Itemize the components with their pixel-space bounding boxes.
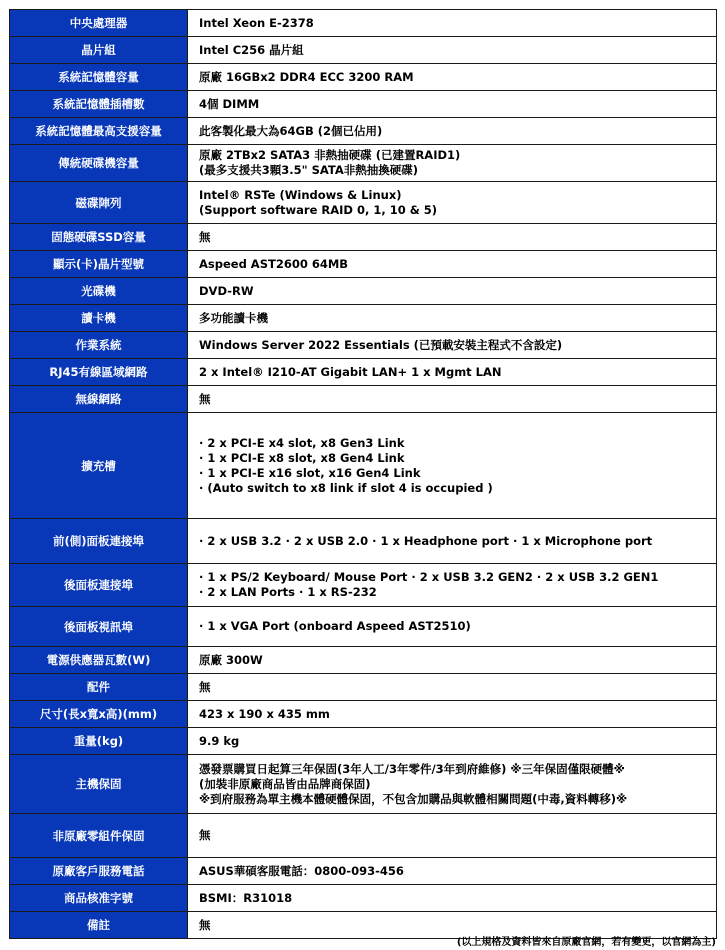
spec-value-line: DVD-RW <box>199 283 254 298</box>
spec-label: 商品核准字號 <box>10 885 188 912</box>
spec-row <box>10 145 717 182</box>
spec-value-line: 423 x 190 x 435 mm <box>199 706 330 721</box>
spec-value <box>188 278 717 305</box>
spec-label: 後面板連接埠 <box>10 564 188 607</box>
spec-value-line: 無 <box>199 917 211 932</box>
spec-value <box>188 224 717 251</box>
spec-value <box>188 182 717 224</box>
spec-label: 晶片組 <box>10 37 188 64</box>
spec-value <box>188 564 717 607</box>
spec-value <box>188 332 717 359</box>
spec-row <box>10 413 717 519</box>
spec-value <box>188 37 717 64</box>
spec-value <box>188 413 717 519</box>
spec-label: 尺寸(長x寬x高)(mm) <box>10 701 188 728</box>
spec-label: 固態硬碟SSD容量 <box>10 224 188 251</box>
spec-value-line: · 2 x PCI-E x4 slot, x8 Gen3 Link <box>199 435 405 450</box>
spec-label: 主機保固 <box>10 755 188 814</box>
spec-label: 系統記憶體容量 <box>10 64 188 91</box>
spec-row <box>10 182 717 224</box>
spec-value-line: 多功能讀卡機 <box>199 310 268 325</box>
spec-row <box>10 251 717 278</box>
spec-row <box>10 332 717 359</box>
spec-label: 非原廠零組件保固 <box>10 814 188 858</box>
spec-label: 磁碟陣列 <box>10 182 188 224</box>
spec-row <box>10 647 717 674</box>
spec-value <box>188 519 717 564</box>
spec-value-line: 原廠 16GBx2 DDR4 ECC 3200 RAM <box>199 69 414 84</box>
spec-value <box>188 359 717 386</box>
spec-row <box>10 359 717 386</box>
spec-value-line: Intel C256 晶片組 <box>199 42 304 57</box>
spec-label: 原廠客戶服務電話 <box>10 858 188 885</box>
spec-value-line: 2 x Intel® I210-AT Gigabit LAN+ 1 x Mgmt LAN <box>199 364 502 379</box>
spec-value-line: ※到府服務為單主機本體硬體保固，不包含加購品與軟體相關問題(中毒,資料轉移)※ <box>199 791 628 806</box>
spec-value-line: 無 <box>199 229 211 244</box>
spec-value <box>188 755 717 814</box>
spec-label: 重量(kg) <box>10 728 188 755</box>
spec-label: 系統記憶體最高支援容量 <box>10 118 188 145</box>
spec-row <box>10 64 717 91</box>
spec-label: 傳統硬碟機容量 <box>10 145 188 182</box>
spec-label: 備註 <box>10 912 188 939</box>
spec-value-line: Intel Xeon E-2378 <box>199 15 314 30</box>
spec-row <box>10 305 717 332</box>
spec-row <box>10 607 717 647</box>
spec-label: 無線網路 <box>10 386 188 413</box>
spec-label: 讀卡機 <box>10 305 188 332</box>
spec-row <box>10 37 717 64</box>
spec-value-line: BSMI：R31018 <box>199 890 293 905</box>
spec-row <box>10 755 717 814</box>
spec-value <box>188 728 717 755</box>
spec-value-line: 9.9 kg <box>199 733 240 748</box>
spec-value-line: Aspeed AST2600 64MB <box>199 256 349 271</box>
spec-value-line: 此客製化最大為64GB (2個已佔用) <box>199 123 383 138</box>
spec-row <box>10 10 717 37</box>
spec-row <box>10 118 717 145</box>
spec-row <box>10 278 717 305</box>
spec-value <box>188 607 717 647</box>
spec-value-line: 無 <box>199 828 211 842</box>
spec-value <box>188 91 717 118</box>
spec-row <box>10 519 717 564</box>
spec-label: 擴充槽 <box>10 413 188 519</box>
spec-table-body <box>10 10 717 939</box>
spec-label: 前(側)面板連接埠 <box>10 519 188 564</box>
spec-row <box>10 386 717 413</box>
spec-value <box>188 647 717 674</box>
spec-row <box>10 814 717 858</box>
spec-value-line: Intel® RSTe (Windows & Linux) <box>199 187 402 202</box>
spec-value-line: 原廠 300W <box>199 652 263 667</box>
spec-row <box>10 858 717 885</box>
spec-value <box>188 145 717 182</box>
spec-value-line: 憑發票購買日起算三年保固(3年人工/3年零件/3年到府維修) ※三年保固僅限硬體※ <box>199 761 625 776</box>
spec-value <box>188 858 717 885</box>
spec-row <box>10 885 717 912</box>
spec-value <box>188 251 717 278</box>
spec-label: 系統記憶體插槽數 <box>10 91 188 118</box>
spec-value-line: (Support software RAID 0, 1, 10 & 5) <box>199 202 437 217</box>
spec-value-line: · 1 x PCI-E x8 slot, x8 Gen4 Link <box>199 450 405 465</box>
spec-label: 配件 <box>10 674 188 701</box>
footer-note: (以上規格及資料皆來自原廠官網，若有變更，以官網為主) <box>456 937 716 948</box>
spec-value <box>188 305 717 332</box>
spec-label: 光碟機 <box>10 278 188 305</box>
spec-row <box>10 674 717 701</box>
spec-value <box>188 118 717 145</box>
spec-value-line: 原廠 2TBx2 SATA3 非熱抽硬碟 (已建置RAID1) <box>199 148 461 162</box>
spec-value <box>188 10 717 37</box>
spec-value-line: ASUS華碩客服電話：0800-093-456 <box>199 863 404 878</box>
spec-value-line: · 1 x PS/2 Keyboard/ Mouse Port · 2 x USB 3.2 GEN2 · 2 x USB 3.2 GEN1 <box>199 570 659 584</box>
spec-label: 後面板視訊埠 <box>10 607 188 647</box>
spec-value-line: · 2 x LAN Ports · 1 x RS-232 <box>199 585 377 599</box>
spec-value-line: · 2 x USB 3.2 · 2 x USB 2.0 · 1 x Headphone port · 1 x Microphone port <box>199 533 653 548</box>
spec-label: 顯示(卡)晶片型號 <box>10 251 188 278</box>
spec-row <box>10 91 717 118</box>
spec-value-line: · 1 x VGA Port (onboard Aspeed AST2510) <box>199 619 471 633</box>
spec-row <box>10 564 717 607</box>
spec-value-line: 無 <box>199 391 211 406</box>
spec-label: 作業系統 <box>10 332 188 359</box>
spec-value-line: (最多支援共3顆3.5" SATA非熱抽換硬碟) <box>199 163 419 177</box>
spec-value <box>188 885 717 912</box>
spec-label: RJ45有線區域網路 <box>10 359 188 386</box>
spec-value-line: 4個 DIMM <box>199 96 260 111</box>
spec-value-line: 無 <box>199 679 211 694</box>
spec-value <box>188 674 717 701</box>
spec-value-line: (加裝非原廠商品皆由品牌商保固) <box>199 776 371 791</box>
spec-value <box>188 386 717 413</box>
spec-row <box>10 728 717 755</box>
spec-value <box>188 64 717 91</box>
spec-row <box>10 224 717 251</box>
spec-label: 電源供應器瓦數(W) <box>10 647 188 674</box>
spec-value <box>188 814 717 858</box>
spec-label: 中央處理器 <box>10 10 188 37</box>
spec-value-line: · 1 x PCI-E x16 slot, x16 Gen4 Link <box>199 465 421 480</box>
spec-table <box>9 9 717 939</box>
spec-value <box>188 701 717 728</box>
spec-row <box>10 701 717 728</box>
spec-value-line: Windows Server 2022 Essentials (已預載安裝主程式不含設定) <box>199 337 563 352</box>
spec-value-line: · (Auto switch to x8 link if slot 4 is occupied ) <box>199 480 493 495</box>
